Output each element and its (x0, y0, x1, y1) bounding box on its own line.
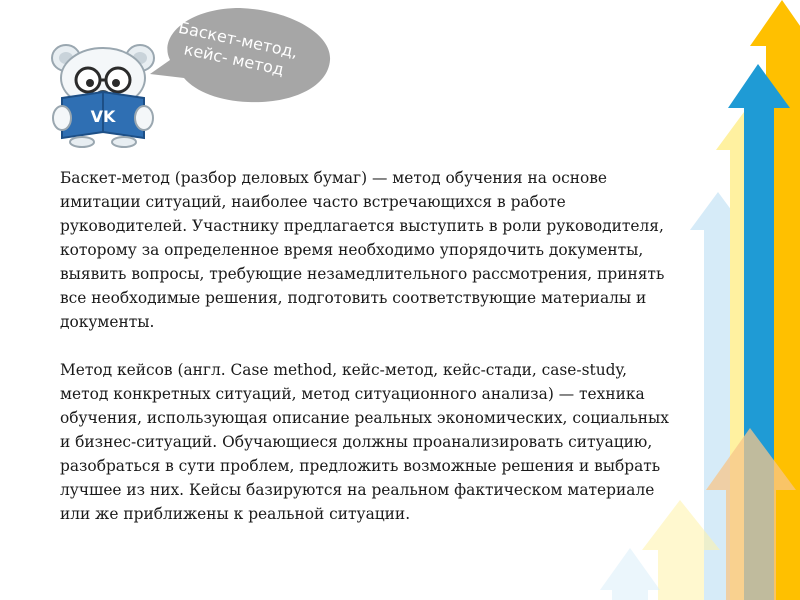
arrow-faint-blue (600, 548, 660, 600)
bubble-text: Баскет-метод, кейс- метод (176, 17, 300, 80)
body-text (60, 166, 672, 526)
svg-text:VK: VK (90, 107, 116, 126)
paragraph-basket-method: Баскет-метод (разбор деловых бумаг) — метод обучения на основе имитации ситуаций, наиболее часто встречающихся в работе руководителей. Участнику предлагается выступить в роли руководителя, которому за определенное время необходимо упорядочить документы, выявить вопросы, требующие незамедлительного рассмотрения, принять все необходимые решения, подготовить соответствующие материалы и документы. (60, 169, 665, 331)
paragraph-case-method: Метод кейсов (англ. Case method, кейс-метод, кейс-стади, case-study, метод конкретных ситуаций, метод ситуационного анализа) — техника обучения, использующая описание реальных экономических, социальных и бизнес-ситуаций. Обучающиеся должны проанализировать ситуацию, разобраться в сути проблем, предложить возможные решения и выбрать лучшее из них. Кейсы базируются на реальном фактическом материале или же приближены к реальной ситуации. (60, 361, 669, 523)
